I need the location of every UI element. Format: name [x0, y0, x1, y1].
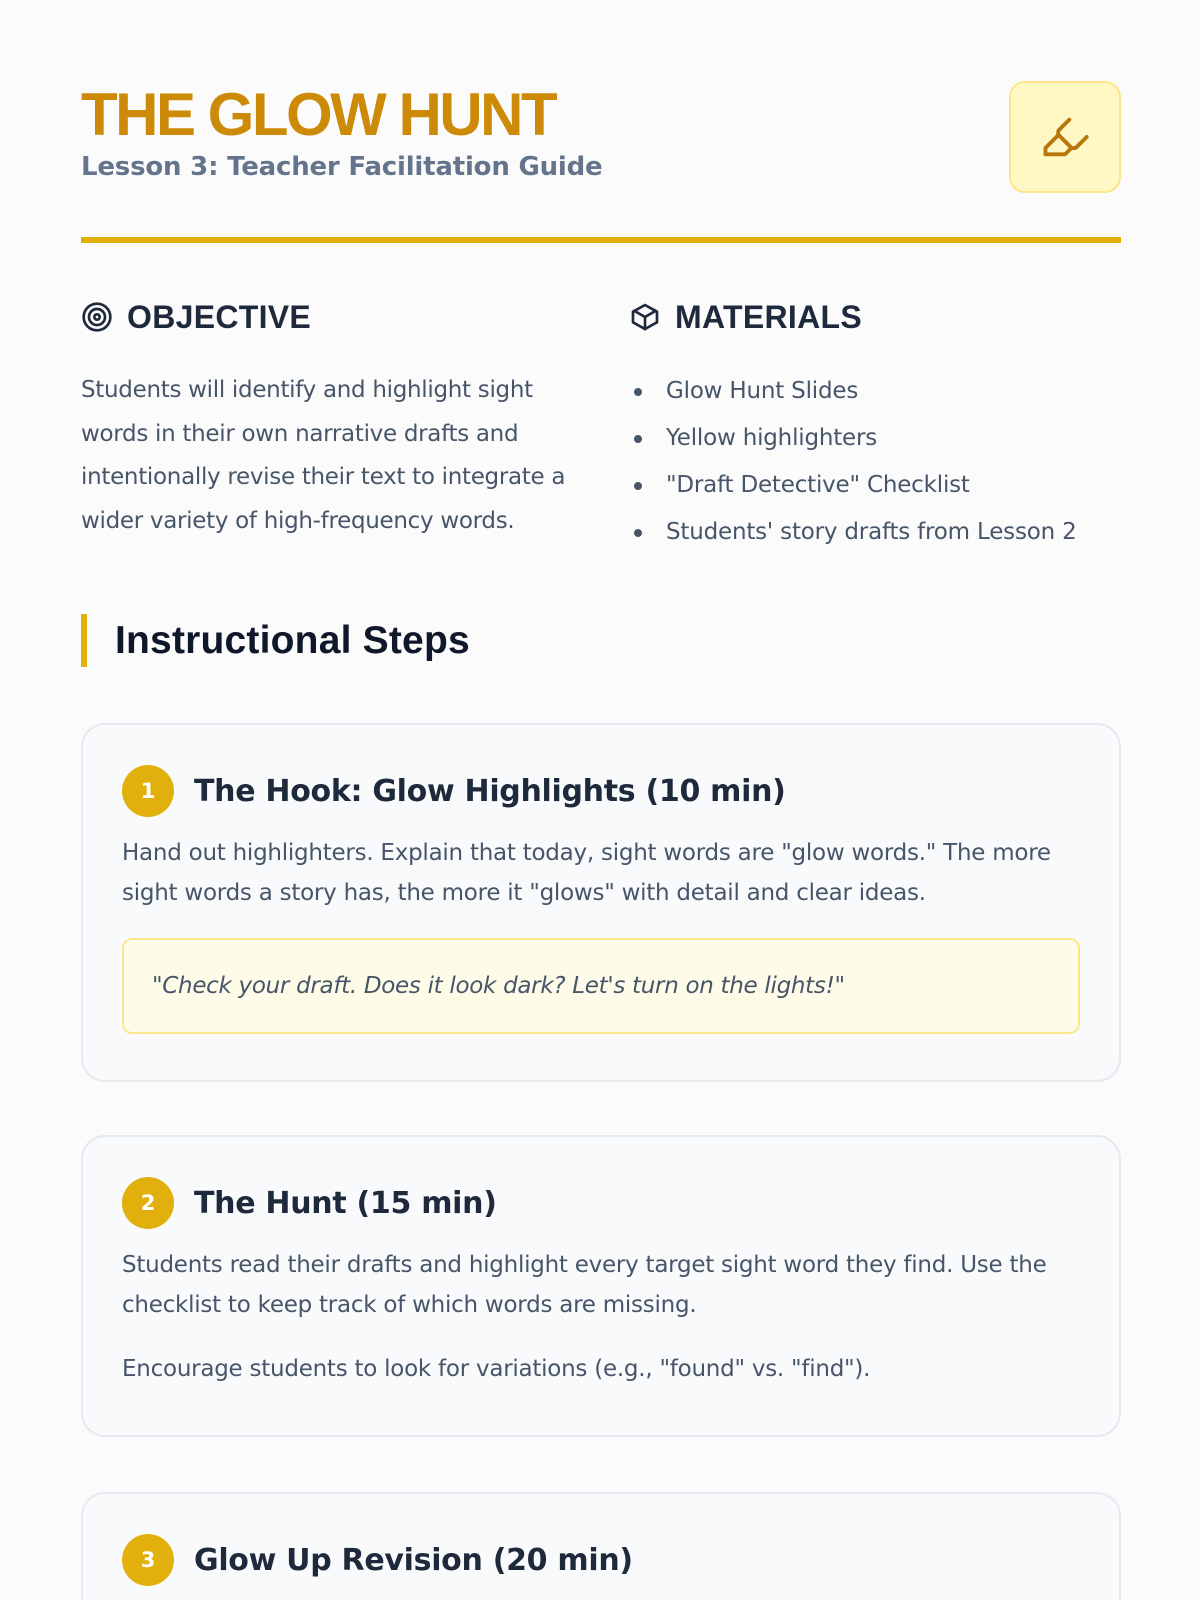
step-header: [122, 1175, 1080, 1231]
step-title: Glow Up Revision (20 min): [194, 1542, 633, 1578]
lesson-page: [81, 0, 1121, 1578]
step-header: [122, 1532, 1080, 1588]
overview-columns: [81, 295, 1121, 565]
list-item: Glow Hunt Slides: [629, 368, 1129, 415]
objective-text: Students will identify and highlight sight words in their own narrative drafts and intentionally revise their text to integrate a wider variety of high-frequency words.: [81, 377, 566, 534]
list-item: "Draft Detective" Checklist: [629, 462, 1129, 509]
step-header: [122, 763, 1080, 819]
materials-heading: [629, 295, 1129, 339]
step-card-2: [81, 1135, 1121, 1437]
objective-title: OBJECTIVE: [127, 298, 312, 335]
page-subtitle: Lesson 3: Teacher Facilitation Guide: [81, 152, 603, 182]
step-title: The Hook: Glow Highlights (10 min): [194, 773, 786, 809]
objective-section: [81, 295, 581, 543]
step-text: Students read their drafts and highlight every target sight word they find. Use the checklist to keep track of which words are missing.: [122, 1252, 1047, 1318]
page-header: [81, 0, 1121, 243]
step-card-1: [81, 723, 1121, 1082]
instructional-steps-heading: [81, 614, 470, 667]
list-item: Yellow highlighters: [629, 415, 1129, 462]
box-icon: [629, 301, 661, 333]
list-item: Students' story drafts from Lesson 2: [629, 509, 1129, 556]
step-number-badge: 2: [122, 1177, 174, 1229]
objective-heading: [81, 295, 581, 339]
step-text: Encourage students to look for variations (e.g., "found" vs. "find").: [122, 1356, 871, 1382]
step-quote: "Check your draft. Does it look dark? Let's turn on the lights!": [122, 938, 1080, 1034]
materials-list: [629, 368, 1129, 556]
page-title: THE GLOW HUNT: [81, 81, 556, 148]
materials-title: MATERIALS: [675, 298, 862, 335]
target-icon: [81, 301, 113, 333]
highlighter-icon-badge: [1009, 81, 1121, 193]
step-title: The Hunt (15 min): [194, 1185, 497, 1221]
materials-section: [629, 295, 1129, 556]
step-number-badge: 1: [122, 765, 174, 817]
section-title: Instructional Steps: [115, 618, 470, 662]
step-card-3: [81, 1492, 1121, 1600]
highlighter-icon: [1039, 111, 1091, 163]
step-text: Hand out highlighters. Explain that today, sight words are "glow words." The more sight words a story has, the more it "glows" with detail and clear ideas.: [122, 840, 1051, 906]
step-number-badge: 3: [122, 1534, 174, 1586]
